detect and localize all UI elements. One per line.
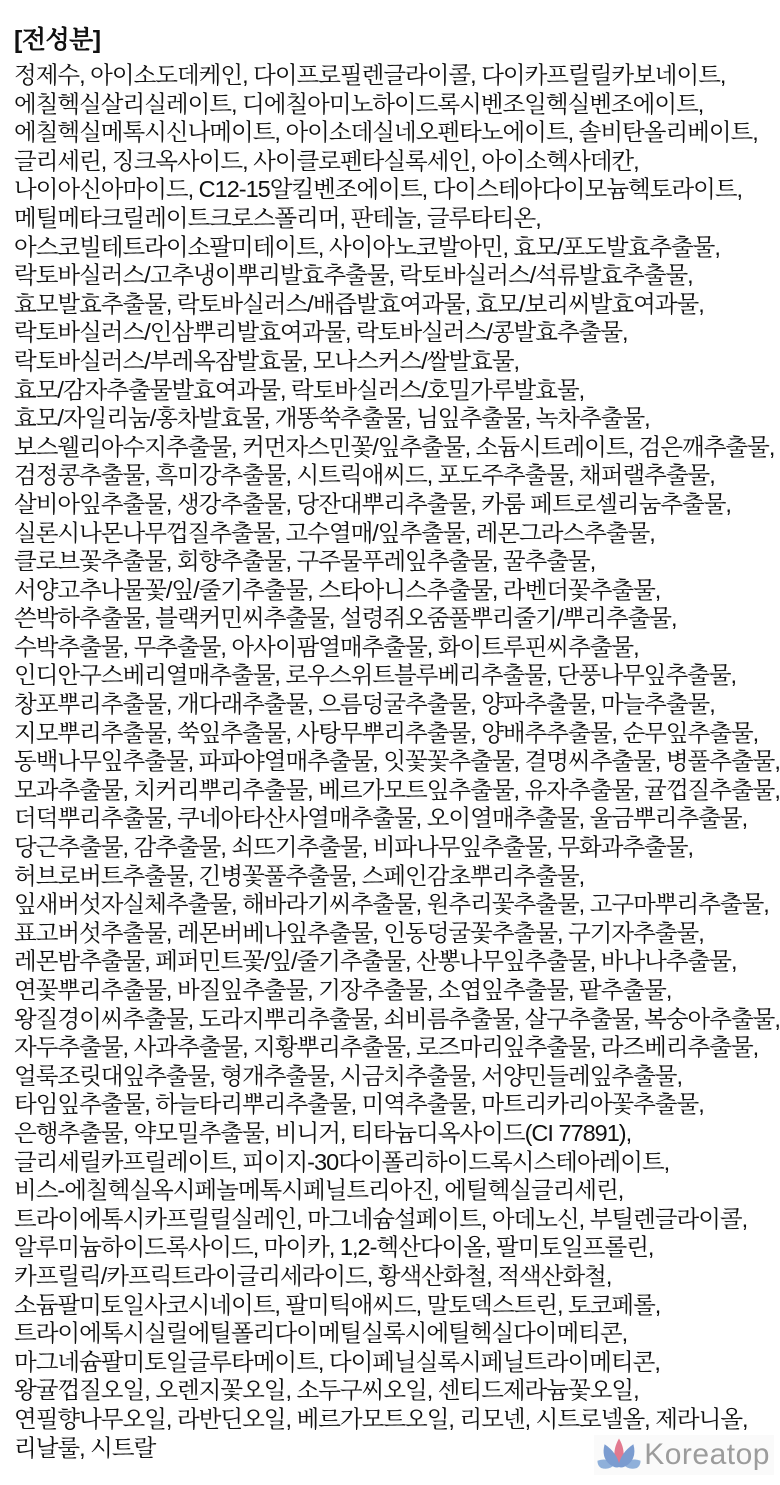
ingredient-line: 허브로버트추출물, 긴병꽃풀추출물, 스페인감초뿌리추출물, — [14, 862, 585, 889]
ingredient-line: 나이아신아마이드, C12-15알킬벤조에이트, 다이스테아다이모늄헥토라이트, — [14, 176, 743, 203]
brand-text: Koreatop — [644, 1438, 770, 1471]
ingredient-line: 효모/감자추출물발효여과물, 락토바실러스/호밀가루발효물, — [14, 376, 585, 403]
ingredient-line: 자두추출물, 사과추출물, 지황뿌리추출물, 로즈마리잎추출물, 라즈베리추출물, — [14, 1034, 759, 1061]
ingredient-line: 에칠헥실살리실레이트, 디에칠아미노하이드록시벤조일헥실벤조에이트, — [14, 90, 704, 117]
ingredient-line: 정제수, 아이소도데케인, 다이프로필렌글라이콜, 다이카프릴릴카보네이트, — [14, 62, 726, 88]
ingredient-line: 얼룩조릿대잎추출물, 형개추출물, 시금치추출물, 서양민들레잎추출물, — [14, 1062, 683, 1089]
ingredient-line: 타임잎추출물, 하늘타리뿌리추출물, 미역추출물, 마트리카리아꽃추출물, — [14, 1091, 704, 1118]
ingredient-line: 동백나무잎추출물, 파파야열매추출물, 잇꽃꽃추출물, 결명씨추출물, 병풀추출물, — [14, 748, 780, 775]
ingredient-line: 클로브꽃추출물, 회향추출물, 구주물푸레잎추출물, 꿀추출물, — [14, 548, 596, 575]
ingredient-line: 메틸메타크릴레이트크로스폴리머, 판테놀, 글루타티온, — [14, 204, 541, 231]
ingredient-line: 은행추출물, 약모밀추출물, 비니거, 티타늄디옥사이드(CI 77891), — [14, 1119, 632, 1146]
ingredient-line: 인디안구스베리열매추출물, 로우스위트블루베리추출물, 단풍나무잎추출물, — [14, 662, 737, 689]
ingredient-line: 검정콩추출물, 흑미강추출물, 시트릭애씨드, 포도주추출물, 채퍼랠추출물, — [14, 462, 715, 489]
lotus-flower-icon — [596, 1437, 642, 1473]
ingredient-line: 알루미늄하이드록사이드, 마이카, 1,2-헥산다이올, 팔미토일프롤린, — [14, 1234, 654, 1261]
ingredient-line: 당근추출물, 감추출물, 쇠뜨기추출물, 비파나무잎추출물, 무화과추출물, — [14, 834, 694, 861]
ingredient-line: 연필향나무오일, 라반딘오일, 베르가모트오일, 리모넨, 시트로넬올, 제라니올, — [14, 1405, 748, 1432]
ingredient-line: 살비아잎추출물, 생강추출물, 당잔대뿌리추출물, 카룸 페트로셀리눔추출물, — [14, 490, 731, 517]
ingredient-line: 아스코빌테트라이소팔미테이트, 사이아노코발아민, 효모/포도발효추출물, — [14, 233, 720, 260]
ingredient-line: 보스웰리아수지추출물, 커먼자스민꽃/잎추출물, 소듐시트레이트, 검은깨추출물, — [14, 433, 775, 460]
ingredient-line: 수박추출물, 무추출물, 아사이팜열매추출물, 화이트루핀씨추출물, — [14, 633, 639, 660]
ingredient-line: 잎새버섯자실체추출물, 해바라기씨추출물, 원추리꽃추출물, 고구마뿌리추출물, — [14, 891, 769, 918]
ingredient-line: 왕귤껍질오일, 오렌지꽃오일, 소두구씨오일, 센티드제라늄꽃오일, — [14, 1377, 639, 1404]
ingredient-line: 연꽃뿌리추출물, 바질잎추출물, 기장추출물, 소엽잎추출물, 팥추출물, — [14, 977, 672, 1003]
ingredient-line: 비스-에칠헥실옥시페놀메톡시페닐트리아진, 에틸헥실글리세린, — [14, 1177, 624, 1204]
section-title: [전성분] — [14, 26, 101, 54]
ingredient-line: 리날룰, 시트랄 — [14, 1434, 156, 1461]
ingredient-line: 쓴박하추출물, 블랙커민씨추출물, 설령쥐오줌풀뿌리줄기/뿌리추출물, — [14, 605, 677, 632]
ingredient-line: 에칠헥실메톡시신나메이트, 아이소데실네오펜타노에이트, 솔비탄올리베이트, — [14, 119, 758, 146]
ingredient-line: 트라이에톡시카프릴릴실레인, 마그네슘설페이트, 아데노신, 부틸렌글라이콜, — [14, 1205, 748, 1232]
ingredient-line: 효모발효추출물, 락토바실러스/배즙발효여과물, 효모/보리씨발효여과물, — [14, 290, 704, 317]
ingredient-line: 글리세릴카프릴레이트, 피이지-30다이폴리하이드록시스테아레이트, — [14, 1148, 670, 1175]
ingredient-line: 레몬밤추출물, 페퍼민트꽃/잎/줄기추출물, 산뽕나무잎추출물, 바나나추출물, — [14, 948, 737, 975]
ingredient-line: 락토바실러스/고추냉이뿌리발효추출물, 락토바실러스/석류발효추출물, — [14, 262, 693, 289]
ingredient-line: 트라이에톡시실릴에틸폴리다이메틸실록시에틸헥실다이메티콘, — [14, 1320, 628, 1347]
ingredient-line: 서양고추나물꽃/잎/줄기추출물, 스타아니스추출물, 라벤더꽃추출물, — [14, 576, 661, 603]
ingredient-line: 모과추출물, 치커리뿌리추출물, 베르가모트잎추출물, 유자추출물, 귤껍질추출물, — [14, 776, 780, 803]
ingredient-line: 소듐팔미토일사코시네이트, 팔미틱애씨드, 말토덱스트린, 토코페롤, — [14, 1291, 661, 1318]
ingredient-line: 실론시나몬나무껍질추출물, 고수열매/잎추출물, 레몬그라스추출물, — [14, 519, 655, 546]
ingredient-line: 더덕뿌리추출물, 쿠네아타산사열매추출물, 오이열매추출물, 울금뿌리추출물, — [14, 805, 748, 832]
ingredient-line: 표고버섯추출물, 레몬버베나잎추출물, 인동덩굴꽃추출물, 구기자추출물, — [14, 919, 704, 946]
ingredient-line: 지모뿌리추출물, 쑥잎추출물, 사탕무뿌리추출물, 양배추추출물, 순무잎추출물, — [14, 719, 759, 746]
ingredient-line: 락토바실러스/인삼뿌리발효여과물, 락토바실러스/콩발효추출물, — [14, 319, 628, 346]
ingredient-line: 효모/자일리눔/홍차발효물, 개똥쑥추출물, 님잎추출물, 녹차추출물, — [14, 405, 650, 432]
ingredient-line: 마그네슘팔미토일글루타메이트, 다이페닐실록시페닐트라이메티콘, — [14, 1348, 660, 1375]
ingredient-line: 글리세린, 징크옥사이드, 사이클로펜타실록세인, 아이소헥사데칸, — [14, 147, 639, 174]
ingredient-line: 창포뿌리추출물, 개다래추출물, 으름덩굴추출물, 양파추출물, 마늘추출물, — [14, 691, 715, 718]
ingredients-list — [14, 61, 780, 1462]
ingredient-line: 왕질경이씨추출물, 도라지뿌리추출물, 쇠비름추출물, 살구추출물, 복숭아추출물, — [14, 1005, 780, 1032]
ingredient-line: 카프릴릭/카프릭트라이글리세라이드, 황색산화철, 적색산화철, — [14, 1262, 612, 1289]
ingredient-line: 락토바실러스/부레옥잠발효물, 모나스커스/쌀발효물, — [14, 347, 520, 374]
koreatop-watermark — [594, 1435, 774, 1475]
